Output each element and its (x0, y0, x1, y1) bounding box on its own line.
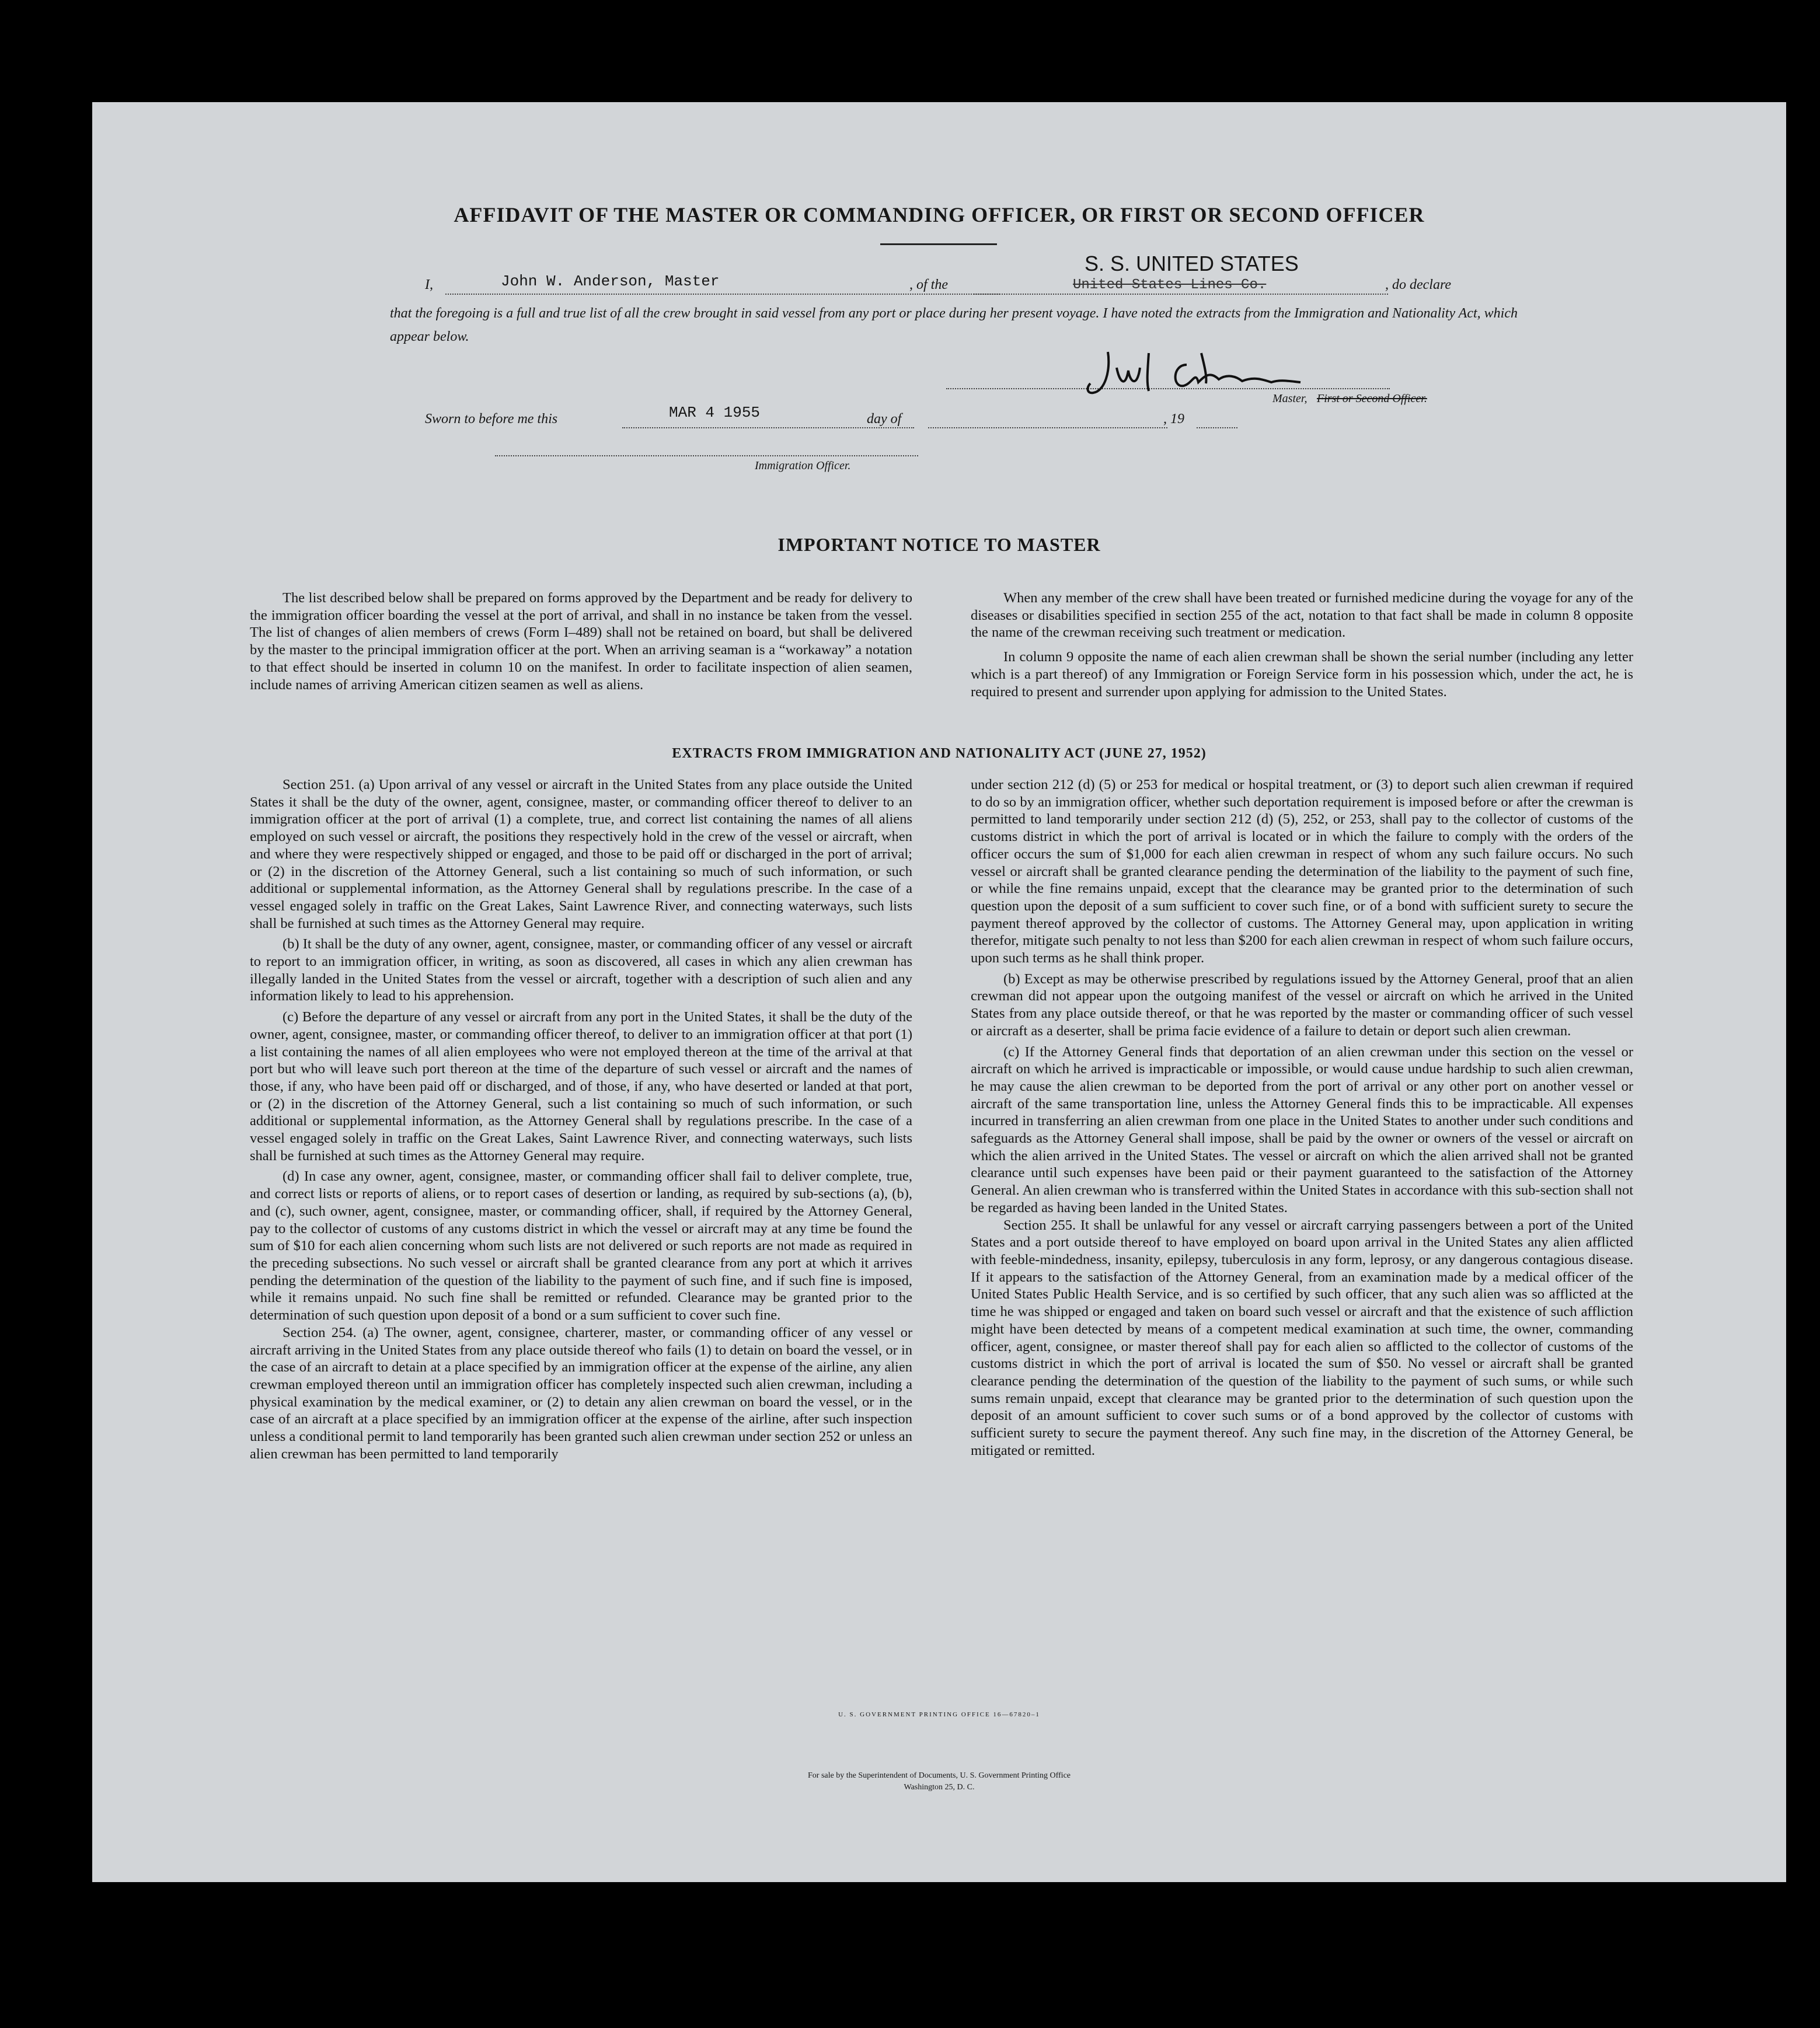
notice-left-text: The list described below shall be prepared on forms approved by the Department and be ready for delivery to the immigration officer boarding the vessel at the port of arrival, and shall in no instance be taken from the vessel. The list of changes of alien members of crews (Form I–489) shall not be retained on board, but shall be delivered by the master to the principal immigration officer at the port. When an arriving seaman is a “workaway” a notation to that effect should be inserted in column 10 on the manifest. In order to facilitate inspection of alien seamen, include names of arriving American citizen seamen as well as aliens. (250, 590, 912, 693)
notice-right-column (971, 589, 1633, 700)
signer-title-master: Master, (1272, 392, 1308, 405)
day-of-line (928, 427, 1167, 428)
notice-right-text-1: When any member of the crew shall have been treated or furnished medicine during the voyage for any of the diseases or disabilities specified in section 255 of the act, notation to that fact shall be made in column 8 opposite the name of the crewman receiving such treatment or medication. (971, 590, 1633, 641)
signer-title-struck: First or Second Officer. (1317, 392, 1427, 405)
affidavit-heading: AFFIDAVIT OF THE MASTER OR COMMANDING OFFICER, OR FIRST OR SECOND OFFICER (454, 203, 1425, 226)
section-251-a: Section 251. (a) Upon arrival of any vessel or aircraft in the United States from any place outside the United States it shall be the duty of the owner, agent, consignee, master, or commanding officer thereof to deliver to an immigration officer at the port of arrival (1) a complete, true, and correct list containing the names of all aliens employed on such vessel or aircraft, the positions they respectively hold in the crew of the vessel or aircraft, when and where they were respectively shipped or engaged, and those to be paid off or discharged in the port of arrival; or (2) in the discretion of the Attorney General, such a list containing so much of such information, or such additional or supplemental information, as the Attorney General shall by regulations prescribe. In the case of a vessel engaged solely in traffic on the Great Lakes, Saint Lawrence River, and connecting waterways, such lists shall be furnished at such times as the Attorney General may require. (250, 777, 912, 931)
year-line (1197, 427, 1237, 428)
section-254-a-continued: under section 212 (d) (5) or 253 for medical or hospital treatment, or (3) to deport such alien crewman if required to do so by an immigration officer, whether such deportation requirement is imposed before or after the crewman is permitted to land temporarily under section 212 (d) (5), 252, or 253, shall pay to the collector of customs of the customs district in which the port of arrival is located or in which the failure to comply with the orders of the officer occurs the sum of $1,000 for each alien crewman in respect of whom any such failure occurs. No such vessel or aircraft shall be granted clearance pending the determination of the liability to the payment of such fine, or while the fine remains unpaid, except that the clearance may be granted prior to the determination of such question upon the deposit of a sum sufficient to cover such fine, or of a bond with sufficient surety to secure the payment thereof approved by the collector of customs. The Attorney General may, upon application in writing therefor, mitigate such penalty to not less than $200 for each alien crewman in respect of whom such failure occurs, upon such terms as he shall think proper. (971, 777, 1633, 966)
day-of-label: day of (867, 411, 902, 427)
gpo-imprint: U. S. GOVERNMENT PRINTING OFFICE 16—67820–1 (838, 1711, 1040, 1718)
sworn-date-line (622, 427, 914, 428)
extracts-title: EXTRACTS FROM IMMIGRATION AND NATIONALITY ACT (JUNE 27, 1952) (672, 746, 1207, 761)
sworn-date: MAR 4 1955 (669, 404, 761, 421)
sworn-label: Sworn to before me this (425, 411, 558, 427)
section-251-c: (c) Before the departure of any vessel or aircraft from any port in the United States, it shall be the duty of the owner, agent, consignee, master, or commanding officer thereof, to deliver to an immigration officer at that port (1) a list containing the names of all alien employees who were not employed thereon at the time of the arrival at that port but who will leave such port thereon at the time of the departure of such vessel or aircraft and the names of those, if any, who have been paid off or discharged, and of those, if any, who have deserted or landed at that port, or (2) in the discretion of the Attorney General, such a list containing so much of such information, or such additional or supplemental information, as the Attorney General shall by regulations prescribe. In the case of a vessel engaged solely in traffic on the Great Lakes, Saint Lawrence River, and connecting waterways, such lists shall be furnished at such times as the Attorney General may require. (250, 1009, 912, 1164)
extracts-left-column (250, 776, 912, 1462)
section-254-c: (c) If the Attorney General finds that deportation of an alien crewman under this section on the vessel or aircraft on which he arrived is impracticable or impossible, or would cause undue hardship to such alien crewman, he may cause the alien crewman to be deported from the port of arrival or any other port on another vessel or aircraft of the same transportation line, unless the Attorney General finds this to be impracticable. All expenses incurred in transferring an alien crewman from one place in the United States to another under such conditions and safeguards as the Attorney General shall impose, shall be paid by the owner or owners of the vessel or aircraft on which the alien arrived in the United States. The vessel or aircraft on which the alien arrived shall not be granted clearance until such expenses have been paid or their payment guaranteed to the satisfaction of the Attorney General. An alien crewman who is transferred within the United States in accordance with this sub-section shall not be regarded as having been landed in the United States. (971, 1043, 1633, 1216)
extracts-right-column (971, 776, 1633, 1459)
master-name: John W. Anderson, Master (501, 273, 720, 290)
name-line (445, 294, 1000, 295)
year-prefix: , 19 (1163, 411, 1184, 427)
document-page (92, 102, 1786, 1882)
notice-title: IMPORTANT NOTICE TO MASTER (777, 534, 1101, 555)
section-255: Section 255. It shall be unlawful for any vessel or aircraft carrying passengers between a port of the United States and a port outside thereof to have employed on board upon arrival in the United States any alien afflicted with feeble-mindedness, insanity, epilepsy, tuberculosis in any form, leprosy, or any dangerous contagious disease. If it appears to the satisfaction of the Attorney General, from an examination made by a medical officer of the United States Public Health Service, and is so certified by such officer, that any such alien was so afflicted at the time he was shipped or engaged and taken on board such vessel or aircraft and that the existence of such affliction might have been detected by means of a competent medical examination at such time, the owner, commanding officer, agent, consignee, or master thereof shall pay for each alien so afflicted to the collector of customs of the customs district in which the port of arrival is located the sum of $50. No vessel or aircraft shall be granted clearance pending the determination of the question of the liability to the payment of such sums, or while such sums remain unpaid, except that clearance may be granted prior to the determination of such question upon the deposit of an amount sufficient to cover such sums or of a bond approved by the collector of customs with sufficient surety to secure the payment thereof. Any such fine may, in the discretion of the Attorney General, be mitigated or remitted. (971, 1217, 1633, 1458)
do-declare-label: , do declare (1385, 277, 1452, 292)
notice-right-text-2: In column 9 opposite the name of each alien crewman shall be shown the serial number (including any letter which is a part thereof) of any Immigration or Foreign Service form in his possession which, under the act, he is required to present and surrender upon applying for admission to the United States. (971, 649, 1633, 700)
vessel-line (974, 294, 1388, 295)
affidavit-prefix: I, (425, 277, 433, 292)
vessel-stamp: S. S. UNITED STATES (1085, 252, 1299, 275)
section-254-a: Section 254. (a) The owner, agent, consignee, charterer, master, or commanding officer of any vessel or aircraft arriving in the United States from any place outside thereof who fails (1) to detain on board the vessel, or in the case of an aircraft to detain at a place specified by an immigration officer at the expense of the airline, any alien crewman employed thereon until an immigration officer has completely inspected such alien crewman, including a physical examination by the medical examiner, or (2) to detain any alien crewman on board the vessel, or in the case of an aircraft at a place specified by an immigration officer at the expense of the airline, after such inspection unless a conditional permit to land temporarily has been granted such alien crewman under section 252 or unless an alien crewman has been permitted to land temporarily (250, 1324, 912, 1462)
notice-left-column (250, 589, 912, 693)
section-251-d: (d) In case any owner, agent, consignee, master, or commanding officer shall fail to deliver complete, true, and correct lists or reports of aliens, or to report cases of desertion or landing, as required by sub-sections (a), (b), and (c), such owner, agent, consignee, master, or commanding officer, shall, if required by the Attorney General, pay to the collector of customs of any customs district in which the vessel or aircraft may at any time be found the sum of $10 for each alien concerning whom such lists are not delivered or such reports are not made as required in the preceding subsections. No such vessel or aircraft shall be granted clearance from any port at which it arrives pending the determination of the question of the liability to the payment of such fine, and if such fine is imposed, while it remains unpaid. No such fine shall be remitted or refunded. Clearance may be granted prior to the determination of such question upon deposit of a bond or a sum sufficient to cover such fine. (250, 1168, 912, 1324)
sale-notice-line-2: Washington 25, D. C. (904, 1783, 975, 1792)
officer-label: Immigration Officer. (755, 459, 851, 472)
vessel-typed: United States Lines Co. (1073, 277, 1267, 293)
declaration-text: that the foregoing is a full and true list of all the crew brought in said vessel from any port or place during her present voyage. I have noted the extracts from the Immigration and Nationality Act, which appear below. (390, 306, 1518, 344)
section-251-b: (b) It shall be the duty of any owner, agent, consignee, master, or commanding officer of any vessel or aircraft to report to an immigration officer, in writing, as soon as discovered, all cases in which any alien crewman has illegally landed in the United States from the vessel or aircraft, together with a description of such alien and any information likely to lead to his apprehension. (250, 936, 912, 1004)
of-the-label: , of the (909, 277, 948, 292)
officer-signature-line (495, 455, 918, 456)
section-254-b: (b) Except as may be otherwise prescribed by regulations issued by the Attorney General, proof that an alien crewman did not appear upon the outgoing manifest of the vessel or aircraft on which he arrived in the United States from any place outside thereof, or that he was reported by the master or commanding officer of such vessel or aircraft as a deserter, shall be prima facie evidence of a failure to detain or deport such alien crewman. (971, 971, 1633, 1039)
heading-rule (880, 243, 997, 245)
sale-notice-line-1: For sale by the Superintendent of Documents, U. S. Government Printing Office (808, 1771, 1071, 1780)
